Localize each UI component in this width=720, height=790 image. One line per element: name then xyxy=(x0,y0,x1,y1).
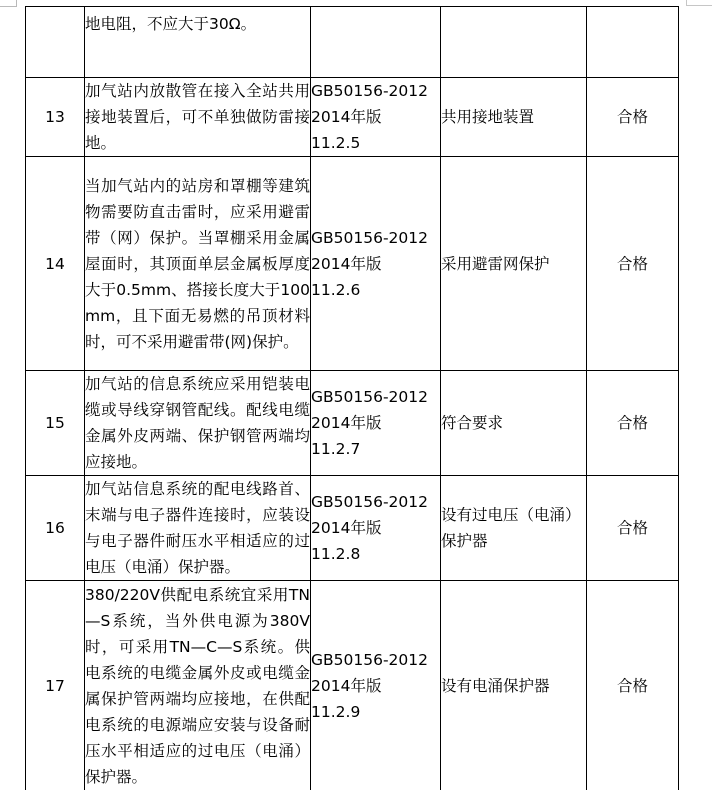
check-content-text: 380/220V供配电系统宜采用TN—S系统，当外供电源为380V时，可采用TN—C—S系统。供电系统的电缆金属外皮或电缆金属保护管两端均应接地，在供配电系统的电源端应安装与设备耐压水平相适应的过电压（电涌）保护器。 xyxy=(85,585,310,786)
conclusion-cell: 合格 xyxy=(587,157,679,371)
finding-cell xyxy=(441,78,587,157)
check-content-text: 加气站内放散管在接入全站共用接地装置后，可不单独做防雷接地。 xyxy=(85,82,310,152)
page-artifact-topleft xyxy=(0,0,17,7)
finding-cell xyxy=(441,157,587,371)
row-number-cell: 15 xyxy=(26,371,85,476)
finding-text: 设有电涌保护器 xyxy=(441,676,550,695)
standard-line: 11.2.7 xyxy=(311,440,361,458)
standard-clause-cell xyxy=(311,581,441,790)
table-row xyxy=(26,78,679,157)
finding-text: 符合要求 xyxy=(441,414,504,432)
standard-clause-cell xyxy=(311,157,441,371)
standard-line: GB50156-2012 xyxy=(311,228,428,247)
row-number-cell xyxy=(26,7,85,78)
inspection-table xyxy=(25,6,679,790)
finding-cell xyxy=(441,476,587,581)
standard-line: 11.2.6 xyxy=(311,280,361,299)
standard-line: 2014年版 xyxy=(311,519,382,537)
standard-line: 11.2.8 xyxy=(311,545,361,563)
finding-text: 设有过电压（电涌）保护器 xyxy=(441,506,581,550)
standard-line: GB50156-2012 xyxy=(311,388,428,406)
row-number-cell: 17 xyxy=(26,581,85,790)
check-content-text: 当加气站内的站房和罩棚等建筑物需要防直击雷时，应采用避雷带（网）保护。当罩棚采用金属屋面时，其顶面单层金属板厚度大于0.5mm、搭接长度大于100mm，且下面无易燃的吊顶材料时，可不采用避雷带(网)保护。 xyxy=(85,176,310,351)
conclusion-cell: 合格 xyxy=(587,476,679,581)
check-content-text: 加气站信息系统的配电线路首、末端与电子器件连接时，应装设与电子器件耐压水平相适应的过电压（电涌）保护器。 xyxy=(85,480,310,576)
check-content-cell xyxy=(85,78,311,157)
check-content-cell xyxy=(85,371,311,476)
standard-line: GB50156-2012 xyxy=(311,650,428,669)
standard-line: 2014年版 xyxy=(311,414,382,432)
check-content-cell xyxy=(85,157,311,371)
standard-line: 2014年版 xyxy=(311,108,382,126)
check-content-cell xyxy=(85,581,311,790)
conclusion-cell: 合格 xyxy=(587,371,679,476)
standard-clause-cell xyxy=(311,371,441,476)
check-content-text: 加气站的信息系统应采用铠装电缆或导线穿钢管配线。配线电缆金属外皮两端、保护钢管两端均应接地。 xyxy=(85,375,310,471)
check-content-cell xyxy=(85,476,311,581)
finding-cell xyxy=(441,7,587,78)
standard-line: 11.2.5 xyxy=(311,134,361,152)
standard-clause-cell xyxy=(311,7,441,78)
finding-cell xyxy=(441,581,587,790)
finding-text: 共用接地装置 xyxy=(441,108,535,126)
standard-clause-cell xyxy=(311,476,441,581)
standard-line: 2014年版 xyxy=(311,676,382,695)
table-row xyxy=(26,581,679,790)
row-number-cell: 14 xyxy=(26,157,85,371)
row-number-cell: 16 xyxy=(26,476,85,581)
conclusion-cell: 合格 xyxy=(587,78,679,157)
standard-line: GB50156-2012 xyxy=(311,82,428,100)
check-content-text: 地电阻，不应大于30Ω。 xyxy=(85,15,257,33)
table-row xyxy=(26,476,679,581)
finding-text: 采用避雷网保护 xyxy=(441,254,550,273)
standard-line: 2014年版 xyxy=(311,254,382,273)
standard-line: GB50156-2012 xyxy=(311,493,428,511)
page-artifact-topright xyxy=(686,0,712,6)
row-number-cell: 13 xyxy=(26,78,85,157)
table-row xyxy=(26,157,679,371)
finding-cell xyxy=(441,371,587,476)
conclusion-cell: 合格 xyxy=(587,581,679,790)
table-row xyxy=(26,371,679,476)
conclusion-cell xyxy=(587,7,679,78)
table-row xyxy=(26,7,679,78)
standard-clause-cell xyxy=(311,78,441,157)
standard-line: 11.2.9 xyxy=(311,702,361,721)
check-content-cell xyxy=(85,7,311,78)
